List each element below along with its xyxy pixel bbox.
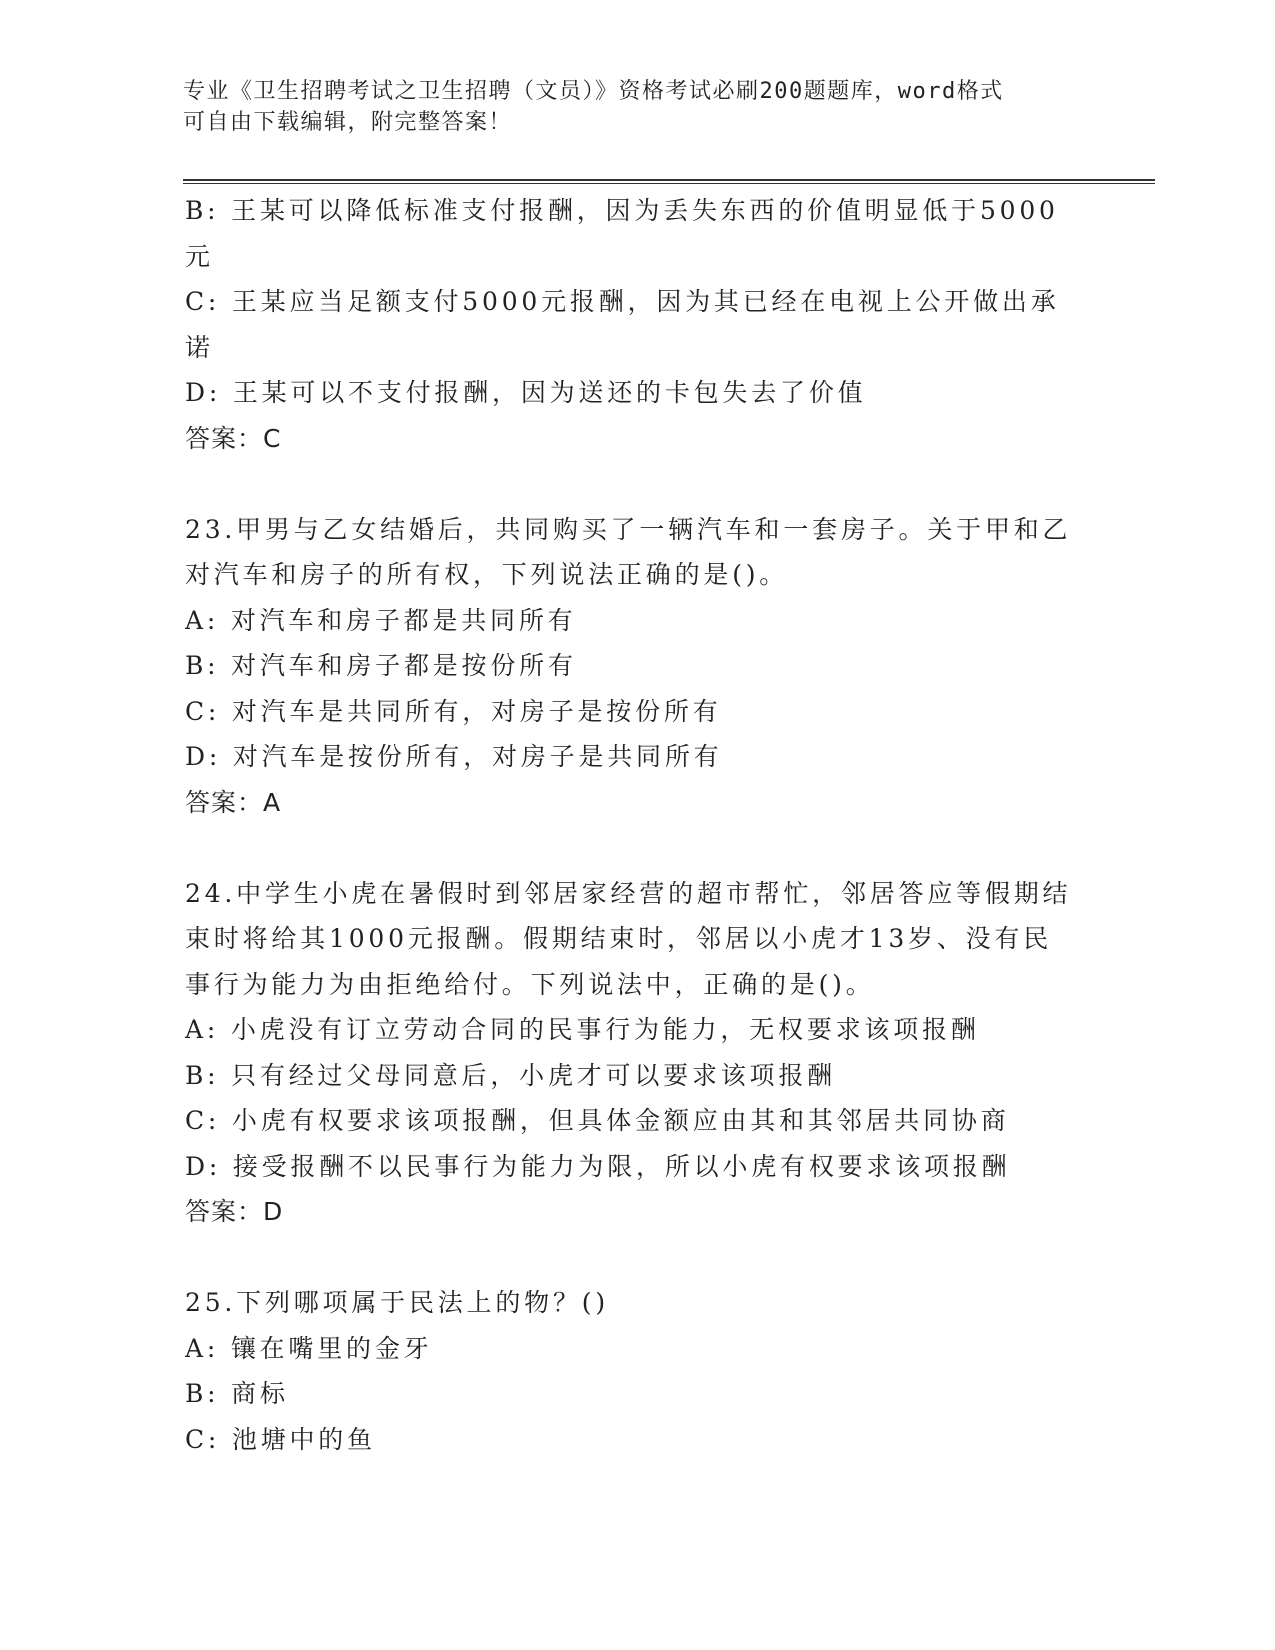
question-content [185,188,1185,1462]
option-a: A: 镶在嘴里的金牙 [185,1333,433,1363]
question-25 [185,1280,1185,1462]
answer: 答案：C [185,423,282,453]
option-b: B: 对汽车和房子都是按份所有 [185,651,577,680]
question-stem-line-3: 事行为能力为由拒绝给付。下列说法中，正确的是()。 [185,969,875,999]
option-c: C: 池塘中的鱼 [185,1424,376,1454]
option-b: B: 商标 [185,1379,289,1408]
option-c-line-2: 诺 [185,332,214,362]
page-header [183,76,1063,138]
option-a: A: 小虎没有订立劳动合同的民事行为能力，无权要求该项报酬 [185,1015,980,1044]
header-line-1: 专业《卫生招聘考试之卫生招聘（文员）》资格考试必刷200题题库，word格式 [183,79,1004,104]
question-stem-line-2: 束时将给其1000元报酬。假期结束时，邻居以小虎才13岁、没有民 [185,924,1053,953]
question-stem-line-1: 23.甲男与乙女结婚后，共同购买了一辆汽车和一套房子。关于甲和乙 [185,514,1072,544]
header-divider-thin [183,183,1155,184]
question-stem-line-1: 24.中学生小虎在暑假时到邻居家经营的超市帮忙，邻居答应等假期结 [185,878,1072,908]
option-a: A: 对汽车和房子都是共同所有 [185,605,577,635]
option-b-line-1: B: 王某可以降低标准支付报酬，因为丢失东西的价值明显低于5000 [185,196,1059,225]
spacer [185,825,1185,871]
option-d: D: 接受报酬不以民事行为能力为限，所以小虎有权要求该项报酬 [185,1151,1011,1181]
spacer [185,461,1185,507]
answer: 答案：D [185,1197,284,1226]
option-d: D: 王某可以不支付报酬，因为送还的卡包失去了价值 [185,378,867,407]
question-stem: 25.下列哪项属于民法上的物？() [185,1288,609,1317]
option-c: C: 小虎有权要求该项报酬，但具体金额应由其和其邻居共同协商 [185,1106,1010,1135]
header-divider-thick [183,179,1155,181]
question-24 [185,871,1185,1235]
option-b-line-2: 元 [185,241,214,271]
header-line-2: 可自由下载编辑，附完整答案！ [183,110,513,135]
option-c: C: 对汽车是共同所有，对房子是按份所有 [185,696,722,726]
option-d: D: 对汽车是按份所有，对房子是共同所有 [185,742,723,771]
answer: 答案：A [185,787,282,817]
question-stem-line-2: 对汽车和房子的所有权，下列说法正确的是()。 [185,560,789,589]
option-b: B: 只有经过父母同意后，小虎才可以要求该项报酬 [185,1060,836,1090]
question-22-continued [185,188,1185,461]
spacer [185,1235,1185,1281]
option-c-line-1: C: 王某应当足额支付5000元报酬，因为其已经在电视上公开做出承 [185,287,1060,316]
question-23 [185,507,1185,826]
